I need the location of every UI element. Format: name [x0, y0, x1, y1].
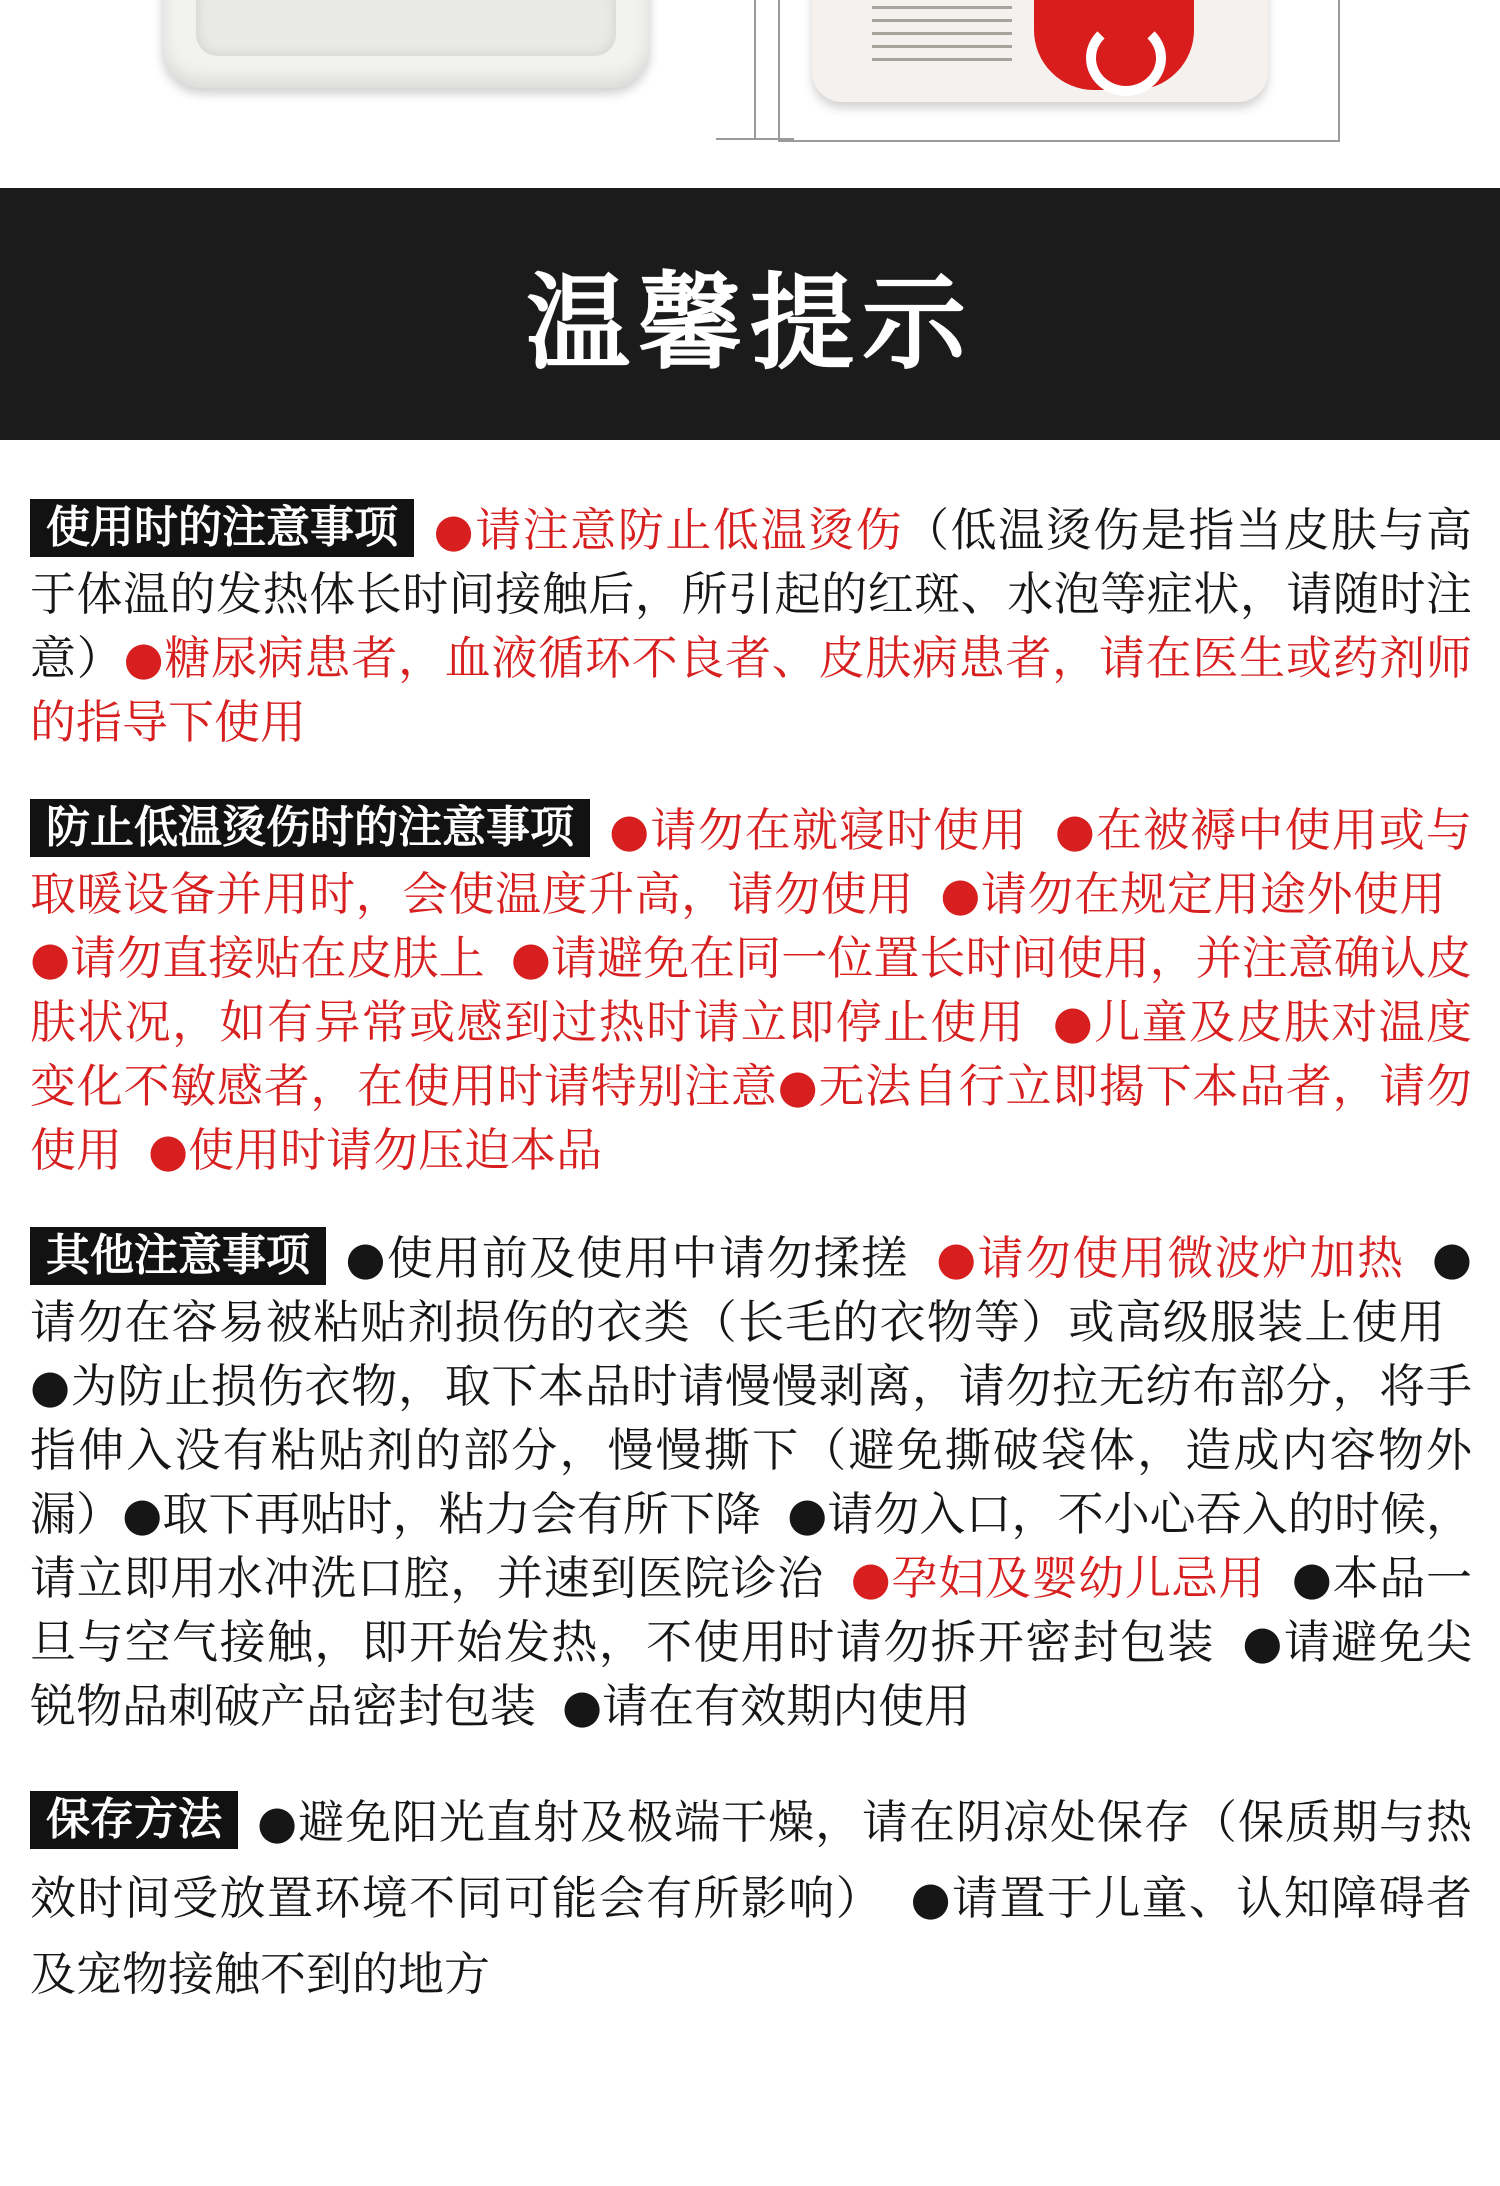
- notice-item: ●请勿在规定用途外使用: [939, 867, 1447, 921]
- notice-item: ●请在有效期内使用: [562, 1679, 971, 1733]
- notice-item: ●取下再贴时，粘力会有所下降: [122, 1487, 762, 1541]
- heat-pad-back-image: [162, 0, 650, 88]
- notice-item: ●请勿在就寝时使用: [608, 803, 1028, 857]
- notice-item: ●请勿在容易被粘贴剂损伤的衣类（长毛的衣物等）或高级服装上使用: [30, 1231, 1472, 1349]
- brand-red-logo: [1034, 0, 1194, 90]
- notice-item: ●使用前及使用中请勿揉搓: [344, 1231, 909, 1285]
- notice-item: ●为防止损伤衣物，取下本品时请慢慢剥离，请勿拉无纺布部分，将手指伸入没有粘贴剂的部分，慢慢撕下（避免撕破袋体，造成内容物外漏）: [30, 1359, 1472, 1541]
- notice-item: ●无法自行立即揭下本品者，请勿使用: [30, 1059, 1473, 1177]
- notice-item: （低温烫伤是指当皮肤与高于体温的发热体长时间接触后，所引起的红斑、水泡等症状，请随时注意）: [30, 503, 1473, 685]
- section-label: 保存方法: [30, 1791, 238, 1849]
- title-banner: [0, 188, 1500, 440]
- section-label: 使用时的注意事项: [30, 499, 414, 557]
- banner-title: 温馨提示: [525, 261, 974, 384]
- notice-item: ●请置于儿童、认知障碍者及宠物接触不到的地方: [30, 1871, 1473, 2001]
- notice-item: ●请勿入口，不小心吞入的时候，请立即用水冲洗口腔，并速到医院诊治: [30, 1487, 1473, 1605]
- section-label: 其他注意事项: [30, 1227, 326, 1285]
- notice-item: ●请避免尖锐物品刺破产品密封包装: [30, 1615, 1473, 1733]
- section-label: 防止低温烫伤时的注意事项: [30, 799, 590, 857]
- notice-item: ●在被褥中使用或与取暖设备并用时，会使温度升高，请勿使用: [30, 803, 1473, 921]
- printed-text-lines: [872, 6, 1012, 82]
- notice-item: ●请勿直接贴在皮肤上: [30, 931, 485, 985]
- notice-item: ●糖尿病患者，血液循环不良者、皮肤病患者，请在医生或药剂师的指导下使用: [30, 631, 1473, 749]
- frame-line-right: [1338, 0, 1340, 142]
- notice-item: ●请勿使用微波炉加热: [934, 1231, 1405, 1285]
- notice-item: ●请避免在同一位置长时间使用，并注意确认皮肤状况，如有异常或感到过热时请立即停止使用: [30, 931, 1473, 1049]
- notice-content: [30, 498, 1472, 2012]
- notice-item: ●避免阳光直射及极端干燥，请在阴凉处保存（保质期与热效时间受放置环境不同可能会有所影响）: [30, 1795, 1472, 1925]
- section-other-precautions: [30, 1226, 1472, 1738]
- notice-item: ●请注意防止低温烫伤: [432, 503, 904, 557]
- notice-item: ●本品一旦与空气接触，即开始发热，不使用时请勿拆开密封包装: [30, 1551, 1473, 1669]
- frame-line-left: [778, 0, 780, 142]
- frame-line-bottom: [778, 140, 1340, 142]
- notice-item: ●孕妇及婴幼儿忌用: [849, 1551, 1266, 1605]
- section-usage-precautions: [30, 498, 1472, 754]
- notice-item: ●儿童及皮肤对温度变化不敏感者，在使用时请特别注意: [30, 995, 1473, 1113]
- product-photo-strip: [0, 0, 1500, 188]
- notice-item: ●使用时请勿压迫本品: [148, 1123, 603, 1177]
- heat-pad-front-image: [812, 0, 1268, 102]
- section-low-temp-burn-precautions: [30, 798, 1472, 1182]
- section-storage-method: [30, 1784, 1472, 2012]
- dimension-line-vertical: [754, 0, 756, 140]
- heat-pad-inner-area: [196, 0, 616, 56]
